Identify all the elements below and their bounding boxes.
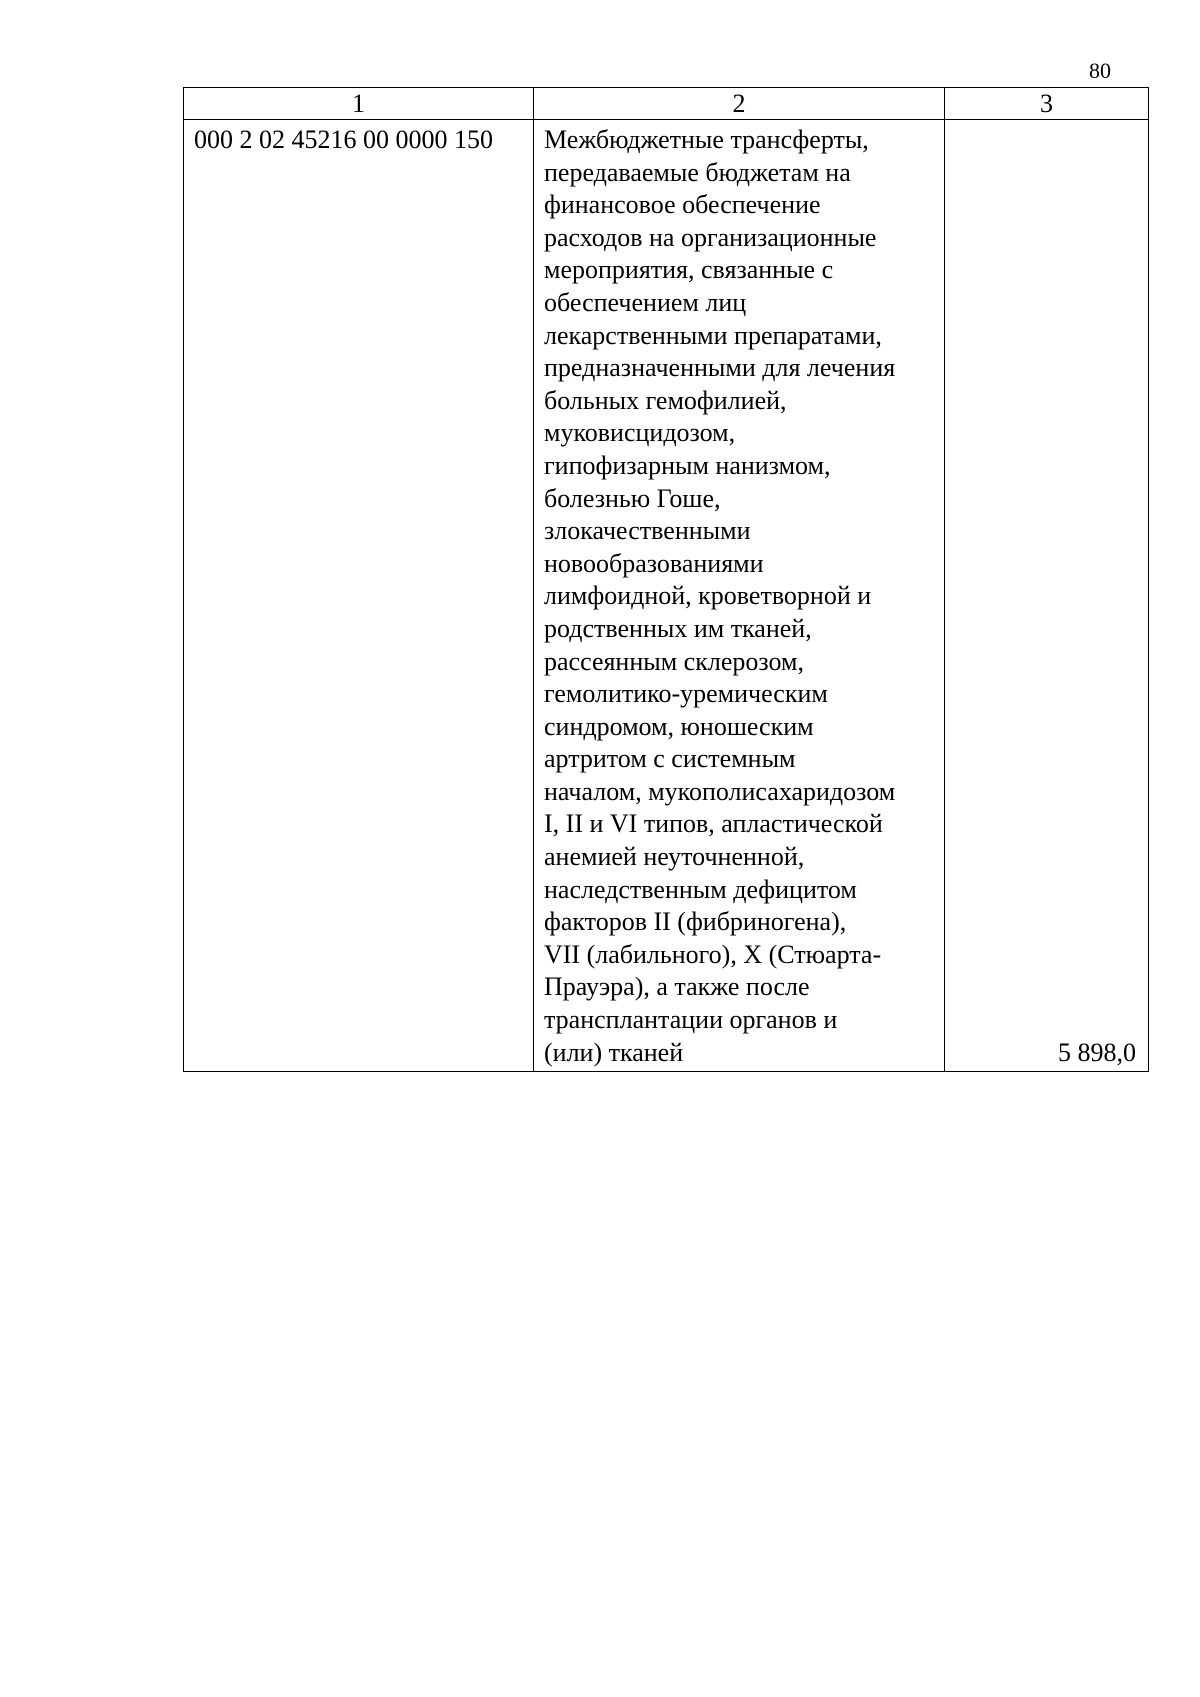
table-row (184, 120, 1149, 1072)
description-line: началом, мукополисахаридозом (544, 776, 896, 806)
description-line: Межбюджетные трансферты, (544, 125, 869, 154)
description-line: наследственным дефицитом (544, 874, 857, 904)
description-line: финансовое обеспечение (544, 190, 821, 220)
description-line: артритом с системным (544, 744, 796, 774)
description-line: трансплантации органов и (544, 1005, 838, 1035)
description-line: синдромом, юношеским (544, 711, 814, 741)
column-header-1: 1 (184, 88, 534, 120)
description-line: лимфоидной, кроветворной и (544, 581, 872, 611)
description-line: мероприятия, связанные с (544, 255, 834, 285)
column-header-2: 2 (534, 88, 945, 120)
description-line: обеспечением лиц (544, 287, 747, 317)
description-line: Прауэра), а также после (544, 972, 810, 1002)
amount-value: 5 898,0 (945, 120, 1149, 1072)
page-number: 80 (1089, 58, 1111, 83)
description-line: (или) тканей (544, 1037, 684, 1067)
description-cell (534, 120, 945, 1072)
description-line: предназначенными для лечения (544, 353, 896, 383)
description-line: гипофизарным нанизмом, (544, 450, 831, 480)
description-line: родственных им тканей, (544, 613, 812, 643)
description-line: факторов II (фибриногена), (544, 907, 847, 937)
description-line: злокачественными (544, 516, 751, 546)
table-header-row (184, 88, 1149, 120)
description-line: расходов на организационные (544, 222, 877, 252)
description-line: I, II и VI типов, апластической (544, 809, 883, 839)
description-line: передаваемые бюджетам на (544, 157, 851, 187)
description-line: болезнью Гоше, (544, 483, 721, 513)
column-header-3: 3 (945, 88, 1149, 120)
description-line: VII (лабильного), X (Стюарта- (544, 939, 882, 969)
description-line: новообразованиями (544, 548, 764, 578)
description-line: лекарственными препаратами, (544, 320, 882, 350)
description-line: анемией неуточненной, (544, 842, 805, 872)
description-line: больных гемофилией, (544, 385, 787, 415)
description-line: гемолитико-уремическим (544, 679, 828, 709)
budget-table (183, 87, 1149, 1072)
description-line: рассеянным склерозом, (544, 646, 804, 676)
description-line: муковисцидозом, (544, 418, 736, 448)
budget-code: 000 2 02 45216 00 0000 150 (184, 120, 534, 1072)
